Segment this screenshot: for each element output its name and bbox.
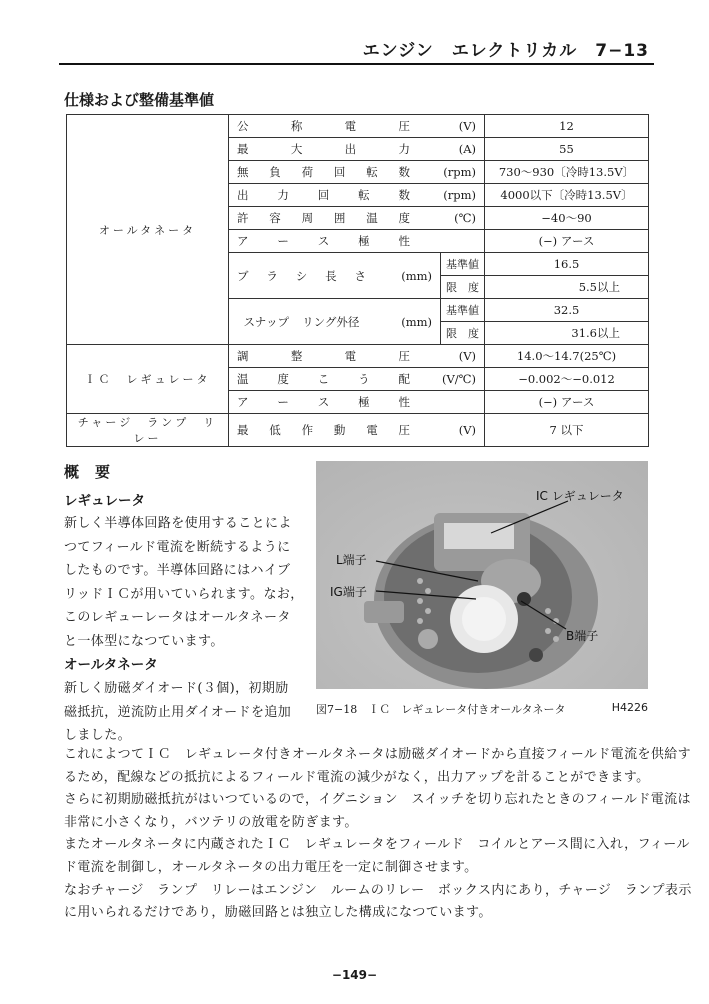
- alternator-photo: [316, 461, 648, 689]
- spec-item-char: 力: [277, 188, 289, 202]
- figure-caption-text: 図7−18 ＩＣ レギュレータ付きオールタネータ: [316, 703, 566, 716]
- spec-item-char: 最: [237, 142, 249, 156]
- spec-item-char: ス: [317, 395, 330, 409]
- spec-group-label: オールタネータ: [67, 115, 229, 345]
- spec-item-unit: (℃): [454, 211, 476, 225]
- spec-item-unit: (V): [458, 423, 476, 437]
- spec-item-char: 出: [344, 142, 357, 156]
- spec-item-char: 無: [237, 165, 249, 179]
- label-ig-terminal: IG端子: [330, 585, 367, 599]
- spec-value: 14.0〜14.7(25℃): [485, 345, 649, 368]
- spec-sub-label: 限 度: [441, 322, 485, 345]
- spec-item-char: 動: [333, 423, 346, 437]
- spec-row: [67, 345, 649, 368]
- spec-item-char: 度: [398, 211, 410, 225]
- spec-sub-value: 31.6以上: [485, 322, 649, 345]
- spec-item-name: [229, 414, 485, 447]
- spec-value: 730〜930〔冷時13.5V〕: [485, 161, 649, 184]
- alternator-heading: オールタネータ: [64, 657, 158, 673]
- spec-item-char: ア: [237, 234, 249, 248]
- spec-item-char: 性: [398, 395, 410, 409]
- spec-item-char: 圧: [398, 119, 410, 133]
- figure-caption: [316, 701, 648, 717]
- text-line: またオールタネータに内蔵されたＩＣ レギュレータをフィールド コイルとアース間に入れ，フィール: [64, 837, 690, 853]
- overview-title: 概要: [64, 463, 127, 481]
- text-line: しました。: [64, 728, 132, 743]
- spec-section-title: 仕様および整備基準値: [64, 91, 215, 109]
- spec-item-char: スナップ: [243, 314, 290, 329]
- spec-item-char: 調: [237, 349, 249, 363]
- spec-sub-value: 32.5: [485, 299, 649, 322]
- spec-item-char: 最: [237, 423, 249, 437]
- spec-value: 7 以下: [485, 414, 649, 447]
- text-line: リッドＩＣが用いていられます。なお，: [64, 586, 304, 602]
- spec-item-name: [229, 161, 485, 184]
- spec-item-name: [229, 207, 485, 230]
- spec-sub-value: 5.5以上: [485, 276, 649, 299]
- spec-item-char: 容: [269, 211, 281, 225]
- spec-item-char: ア: [237, 395, 249, 409]
- spec-item-unit: (A): [458, 142, 476, 156]
- spec-item-name: [229, 184, 485, 207]
- page-header-title: エンジン エレクトリカル 7−13: [362, 41, 649, 61]
- spec-item-char: ス: [317, 234, 330, 248]
- text-line: つてフィールド電流を断続するように: [64, 539, 291, 555]
- spec-item-name: [229, 345, 485, 368]
- spec-item-char: 圧: [398, 423, 410, 437]
- text-line: このレギューレータはオールタネータ: [64, 610, 291, 625]
- spec-item-char: ー: [277, 395, 289, 409]
- spec-item-char: さ: [354, 268, 366, 283]
- spec-item-char: 長: [325, 268, 337, 283]
- spec-item-char: 数: [398, 188, 410, 202]
- spec-value: 4000以下〔冷時13.5V〕: [485, 184, 649, 207]
- regulator-heading: レギュレータ: [64, 493, 145, 509]
- spec-sub-value: 16.5: [485, 253, 649, 276]
- spec-value: −0.002〜−0.012: [485, 368, 649, 391]
- spec-item-unit: (mm): [401, 268, 432, 283]
- text-line: 磁抵抗，逆流防止用ダイオードを追加: [64, 704, 292, 720]
- spec-item-char: 出: [237, 188, 249, 202]
- spec-item-char: 囲: [333, 211, 346, 225]
- label-ic-regulator: IC レギュレータ: [536, 489, 624, 503]
- spec-value: 55: [485, 138, 649, 161]
- spec-group-label: ＩＣ レギュレータ: [67, 345, 229, 414]
- spec-row: [67, 414, 649, 447]
- spec-item-unit: (mm): [401, 314, 432, 329]
- text-line: と一体型になつています。: [64, 633, 224, 649]
- spec-item-char: 配: [398, 372, 410, 386]
- spec-item-unit: (V): [458, 349, 476, 363]
- spec-value: 12: [485, 115, 649, 138]
- spec-item-char: 転: [366, 165, 378, 179]
- spec-item-char: 電: [344, 119, 357, 133]
- spec-sub-label: 限 度: [441, 276, 485, 299]
- label-l-terminal: L端子: [336, 553, 367, 567]
- spec-item-name: [229, 299, 441, 345]
- text-line: ド電流を制御し，オールタネータの出力電圧を一定に制御させます。: [64, 860, 478, 875]
- spec-item-unit: (V/℃): [441, 372, 476, 386]
- text-line: これによつてＩＣ レギュレータ付きオールタネータは励磁ダイオードから直接フィールド電流を供給す: [64, 747, 692, 762]
- text-line: るため，配線などの抵抗によるフィールド電流の減少がなく，出力アップを計ることができます。: [64, 769, 650, 785]
- spec-item-name: [229, 253, 441, 299]
- spec-item-char: う: [358, 372, 370, 386]
- spec-item-char: ラ: [266, 268, 278, 283]
- spec-item-char: 極: [358, 395, 370, 409]
- spec-item-char: 負: [269, 165, 281, 179]
- spec-item-char: 力: [398, 142, 410, 156]
- spec-sub-label: 基準値: [441, 299, 485, 322]
- spec-value: −40〜90: [485, 207, 649, 230]
- spec-item-char: リング外径: [302, 314, 360, 329]
- spec-item-char: 荷: [301, 165, 314, 179]
- figure-code: H4226: [611, 701, 648, 714]
- spec-item-char: 圧: [398, 349, 410, 363]
- text-line: に用いられるだけであり，励磁回路とは独立した構成になつています。: [64, 905, 492, 921]
- spec-item-char: 称: [290, 119, 303, 133]
- spec-item-char: 回: [333, 165, 346, 179]
- spec-item-unit: (V): [458, 119, 476, 133]
- spec-item-char: 数: [398, 165, 410, 179]
- spec-item-name: [229, 230, 485, 253]
- text-line: なおチャージ ランプ リレーはエンジン ルームのリレー ボックス内にあり，チャージ ランプ表示: [64, 882, 692, 898]
- label-b-terminal: B端子: [566, 629, 599, 643]
- spec-item-char: シ: [295, 268, 308, 283]
- spec-row: [67, 115, 649, 138]
- spec-item-char: ブ: [237, 268, 249, 283]
- spec-item-name: [229, 115, 485, 138]
- spec-item-char: 電: [344, 349, 357, 363]
- spec-item-char: 回: [317, 188, 330, 202]
- spec-item-char: 極: [358, 234, 370, 248]
- spec-item-char: こ: [317, 372, 330, 386]
- spec-item-char: 整: [290, 349, 303, 363]
- header-rule: [59, 63, 654, 65]
- spec-item-char: 転: [358, 188, 370, 202]
- spec-value: (−) アース: [485, 230, 649, 253]
- spec-item-char: 許: [237, 211, 249, 225]
- spec-item-char: 低: [269, 423, 281, 437]
- spec-item-char: 周: [301, 211, 314, 225]
- page-number: −149−: [331, 968, 378, 982]
- text-line: 非常に小さくなり，バツテリの放電を防ぎます。: [64, 814, 358, 830]
- spec-item-name: [229, 391, 485, 414]
- spec-item-char: 作: [301, 423, 314, 437]
- spec-item-name: [229, 138, 485, 161]
- spec-item-char: 温: [366, 211, 378, 225]
- spec-item-char: 性: [398, 234, 410, 248]
- spec-item-char: ー: [277, 234, 289, 248]
- spec-group-label: チャージ ランプ リレー: [67, 414, 229, 447]
- spec-item-char: 温: [237, 372, 249, 386]
- text-line: したものです。半導体回路にはハイブ: [64, 563, 291, 578]
- text-line: 新しく半導体回路を使用することによ: [64, 516, 292, 531]
- text-line: 新しく励磁ダイオード(３個)，初期励: [64, 681, 289, 696]
- spec-item-char: 公: [237, 119, 249, 133]
- spec-item-unit: (rpm): [443, 188, 476, 202]
- spec-item-name: [229, 368, 485, 391]
- spec-sub-label: 基準値: [441, 253, 485, 276]
- spec-item-unit: (rpm): [443, 165, 476, 179]
- spec-table: [66, 114, 649, 447]
- spec-item-char: 度: [277, 372, 289, 386]
- spec-value: (−) アース: [485, 391, 649, 414]
- spec-item-char: 電: [366, 423, 378, 437]
- text-line: さらに初期励磁抵抗がはいつているので，イグニション スイッチを切り忘れたときのフィールド電流は: [64, 792, 691, 808]
- spec-item-char: 大: [290, 142, 303, 156]
